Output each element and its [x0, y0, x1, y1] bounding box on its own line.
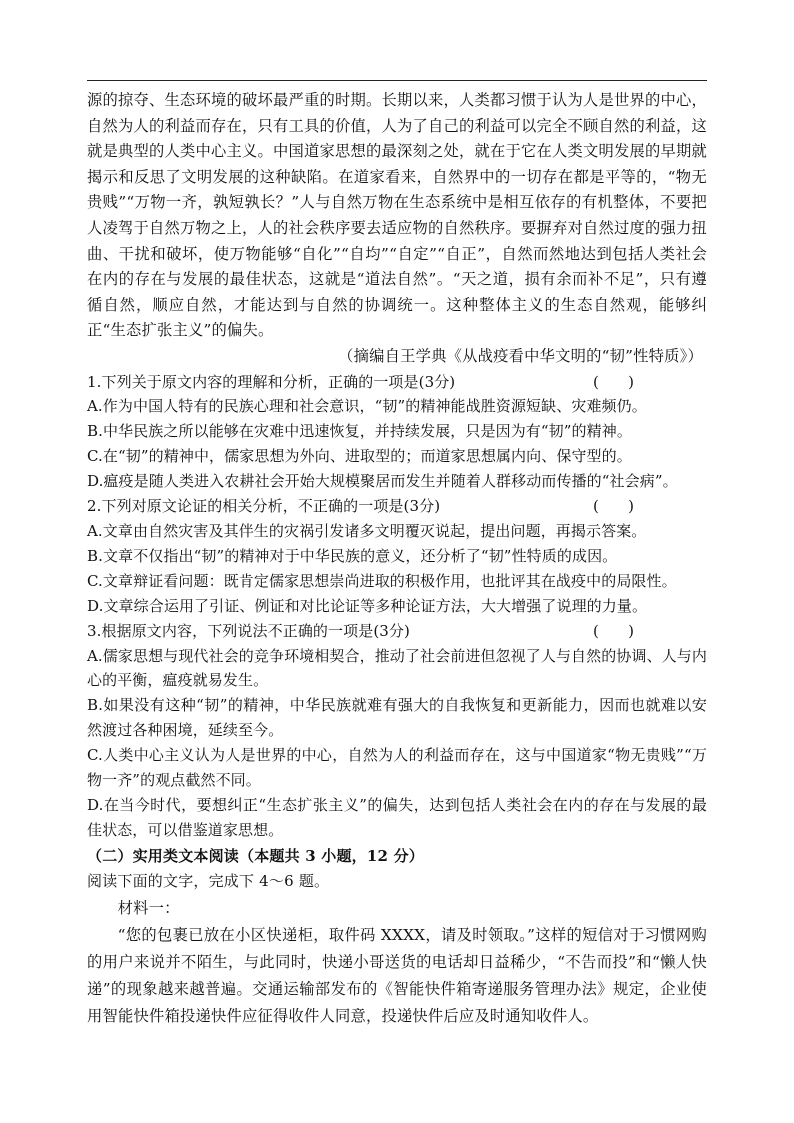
header-rule	[87, 80, 707, 81]
answer-blank: ( )	[593, 372, 635, 391]
passage-paragraph: 源的掠夺、生态环境的破坏最严重的时期。长期以来，人类都习惯于认为人是世界的中心，自然为人的利益而存在，只有工具的价值，人为了自己的利益可以完全不顾自然的利益，这就是典型的人类中心主义。中国道家思想的最深刻之处，就在于它在人类文明发展的早期就揭示和反思了文明发展的这种缺陷。在道家看来，自然界中的一切存在都是平等的，“物无贵贱”“万物一齐，孰短孰长？”人与自然万物在生态系统中是相互依存的有机整体，不要把人凌驾于自然万物之上，人的社会秩序要去适应物的自然秩序。要摒弃对自然过度的强力扭曲、干扰和破坏，使万物能够“自化”“自均”“自定”“自正”，自然而然地达到包括人类社会在内的存在与发展的最佳状态，这就是“道法自然”。“天之道，损有余而补不足”，只有遵循自然，顺应自然，才能达到与自然的协调统一。这种整体主义的生态自然观，能够纠正“生态扩张主义”的偏失。	[87, 91, 707, 340]
question-stem-text: 2.下列对原文论证的相关分析，不正确的一项是(3分)	[87, 497, 441, 516]
question-stem	[87, 619, 707, 644]
answer-blank: ( )	[593, 621, 635, 640]
option-c: C.在“韧”的精神中，儒家思想为外向、进取型的；而道家思想属内向、保守型的。	[87, 447, 632, 466]
question-1	[87, 370, 707, 495]
option-a: A.儒家思想与现代社会的竞争环境相契合，推动了社会前进但忽视了人与自然的协调、人与内心的平衡，瘟疫就易发生。	[87, 646, 707, 690]
question-stem	[87, 494, 707, 519]
material-label: 材料一：	[117, 898, 180, 917]
question-2	[87, 494, 707, 619]
option-c: C.文章辩证看问题：既肯定儒家思想崇尚进取的积极作用，也批评其在战疫中的局限性。	[87, 571, 677, 590]
option-d: D.在当今时代，要想纠正“生态扩张主义”的偏失，达到包括人类社会在内的存在与发展的最佳状态，可以借鉴道家思想。	[87, 795, 707, 839]
option-b: B.中华民族之所以能够在灾难中迅速恢复，并持续发展，只是因为有“韧”的精神。	[87, 422, 632, 441]
option-b: B.文章不仅指出“韧”的精神对于中华民族的意义，还分析了“韧”性特质的成因。	[87, 546, 618, 565]
material-paragraph: “您的包裹已放在小区快递柜，取件码 XXXX，请及时领取。”这样的短信对于习惯网购的用户来说并不陌生，与此同时，快递小哥送货的电话却日益稀少，“不告而投”和“懒人快递”的现象越来越普遍。交通运输部发布的《智能快件箱寄递服务管理办法》规定，企业使用智能快件箱投递快件应征得收件人同意，投递快件后应及时通知收件人。	[87, 925, 707, 1025]
question-stem	[87, 370, 707, 395]
option-a: A.文章由自然灾害及其伴生的灾祸引发诸多文明覆灭说起，提出问题，再揭示答案。	[87, 521, 647, 540]
section-instruction: 阅读下面的文字，完成下 4～6 题。	[87, 871, 330, 890]
option-c: C.人类中心主义认为人是世界的中心，自然为人的利益而存在，这与中国道家“物无贵贱”“万物一齐”的观点截然不同。	[87, 746, 707, 790]
question-3	[87, 619, 707, 843]
question-stem-text: 3.根据原文内容，下列说法不正确的一项是(3分)	[87, 621, 410, 640]
option-d: D.文章综合运用了引证、例证和对比论证等多种论证方法，大大增强了说理的力量。	[87, 596, 648, 615]
question-stem-text: 1.下列关于原文内容的理解和分析，正确的一项是(3分)	[87, 372, 456, 391]
answer-blank: ( )	[593, 497, 635, 516]
option-b: B.如果没有这种“韧”的精神，中华民族就难有强大的自我恢复和更新能力，因而也就难以安然渡过各种困境，延续至今。	[87, 696, 707, 740]
content-area	[87, 88, 707, 1030]
material-one	[87, 895, 707, 1030]
option-d: D.瘟疫是随人类进入农耕社会开始大规模聚居而发生并随着人群移动而传播的“社会病”。	[87, 472, 678, 491]
option-a: A.作为中国人特有的民族心理和社会意识，“韧”的精神能战胜资源短缺、灾难频仍。	[87, 397, 647, 416]
passage-source: （摘编自王学典《从战疫看中华文明的“韧”性特质》）	[338, 346, 703, 365]
section-title: （二）实用类文本阅读（本题共 3 小题，12 分）	[87, 846, 424, 865]
